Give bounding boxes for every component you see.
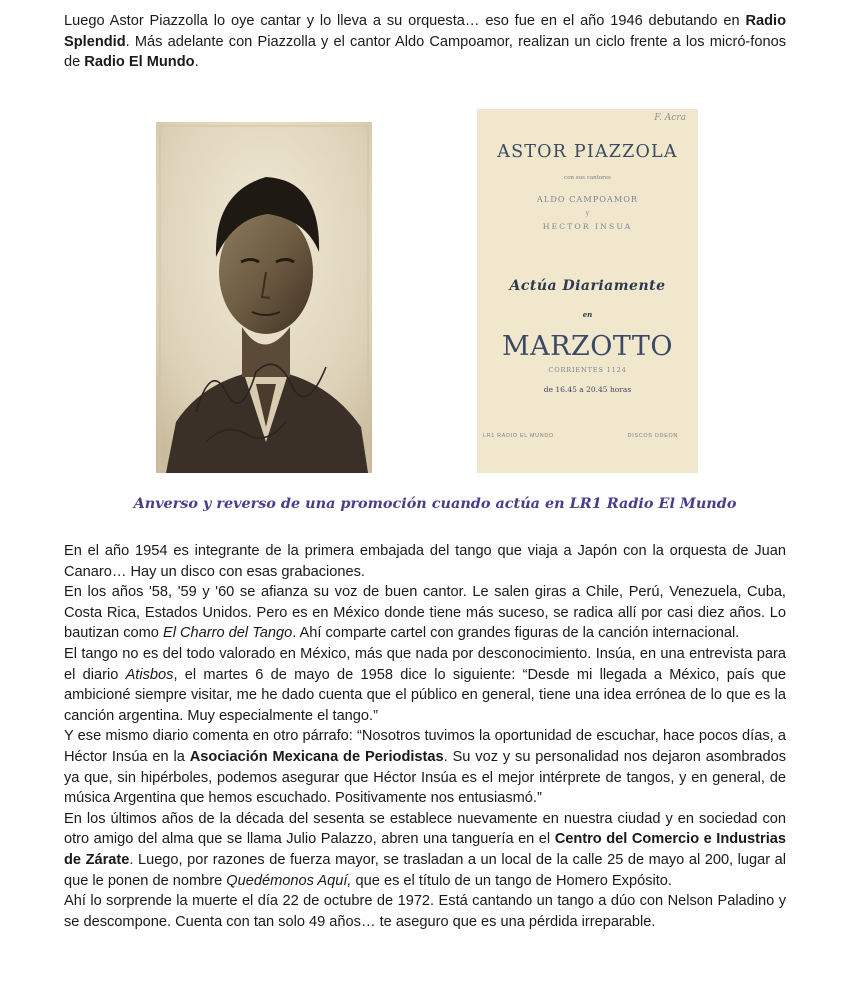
card-singer-1: ALDO CAMPOAMOR bbox=[536, 194, 639, 204]
card-conjunction: y bbox=[585, 210, 590, 217]
text-run: Luego Astor Piazzolla lo oye cantar y lo lleva a su orquesta… eso fue en el año 1946 debutando en bbox=[64, 13, 746, 29]
image-caption: Anverso y reverso de una promoción cuando actúa en LR1 Radio El Mundo bbox=[133, 495, 737, 512]
promo-card bbox=[477, 109, 698, 473]
bold-text: Asociación Mexicana de Periodistas bbox=[189, 748, 444, 765]
card-singer-2: HECTOR INSUA bbox=[542, 222, 633, 231]
bold-text: Radio Splendid bbox=[64, 13, 786, 50]
card-acts-daily: Actúa Diariamente bbox=[509, 278, 666, 294]
italic-text: Quedémonos Aquí, bbox=[226, 872, 352, 889]
body-text bbox=[64, 541, 786, 932]
body-paragraph bbox=[64, 541, 786, 582]
portrait-image bbox=[156, 122, 372, 473]
text-run: . Más adelante con Piazzolla y el cantor Aldo Campoamor, realizan un ciclo frente a los micró-fonos de bbox=[64, 33, 786, 71]
bold-text: Radio El Mundo bbox=[84, 54, 195, 71]
text-run: En los últimos años de la década del sesenta se establece nuevamente en nuestra ciudad y en sociedad con otro amigo del alma que se llama Julio Palazzo, abren una tanguería en el bbox=[64, 810, 786, 848]
body-paragraph bbox=[64, 891, 786, 932]
text-run: que es el título de un tango de Homero Expósito. bbox=[351, 872, 672, 889]
portrait-photo bbox=[156, 122, 372, 473]
text-run: . Ahí comparte cartel con grandes figuras de la canción internacional. bbox=[292, 625, 740, 642]
text-run: , el martes 6 de mayo de 1958 dice lo siguiente: “Desde mi llegada a México, país que ambicioné siempre visitar, me he dado cuenta que el público en general, tiene una idea errónea de lo que es la canción argentina. Muy especialmente el tango.” bbox=[64, 666, 786, 724]
text-run: Ahí lo sorprende la muerte el día 22 de octubre de 1972. Está cantando un tango a dúo con Nelson Paladino y se descompone. Cuenta con tan solo 49 años… te aseguro que es una pérdida irreparable. bbox=[64, 893, 786, 930]
intro-paragraph bbox=[64, 11, 786, 73]
text-run: Y ese mismo diario comenta en otro párrafo: “Nosotros tuvimos la oportunidad de escuchar, hace pocos días, a Héctor Insúa en la bbox=[64, 728, 786, 765]
card-orchestra-name: ASTOR PIAZZOLA bbox=[497, 142, 678, 162]
italic-text: El Charro del Tango bbox=[162, 625, 293, 642]
text-run: . bbox=[194, 54, 199, 71]
card-footer-radio: LR1 RADIO EL MUNDO bbox=[483, 433, 554, 439]
text-run: . Luego, por razones de fuerza mayor, se trasladan a un local de la calle 25 de mayo al 200, lugar al que le ponen de nombre bbox=[64, 851, 786, 889]
card-times: de 16.45 a 20.45 horas bbox=[543, 385, 632, 394]
body-paragraph bbox=[64, 726, 786, 808]
card-venue: MARZOTTO bbox=[501, 331, 674, 362]
card-subtitle: con sus cantores bbox=[564, 175, 611, 181]
card-address: CORRIENTES 1124 bbox=[548, 366, 627, 374]
text-run: En el año 1954 es integrante de la primera embajada del tango que viaja a Japón con la orquesta de Juan Canaro… Hay un disco con esas grabaciones. bbox=[64, 543, 786, 580]
text-run: El tango no es del todo valorado en México, más que nada por desconocimiento. Insúa, en una entrevista para el diario bbox=[64, 645, 786, 683]
body-paragraph bbox=[64, 644, 786, 726]
card-corner-note: F. Acra bbox=[654, 113, 686, 123]
text-run: En los años '58, '59 y '60 se afianza su voz de buen cantor. Le salen giras a Chile, Perú, Venezuela, Cuba, Costa Rica, Estados Unidos. Pero es en México donde tiene más suceso, se radica allí por casi diez años. Lo bautizan como bbox=[64, 584, 786, 642]
text-run: . Su voz y su personalidad nos dejaron asombrados ya que, sin hipérboles, podemos asegurar que Héctor Insúa es el mejor intérprete de tangos, y en general, de música Argentina que hemos escuchado. Positivamente nos entusiasmó.” bbox=[64, 748, 787, 807]
italic-text: Atisbos bbox=[125, 666, 174, 683]
card-footer-label: DISCOS ODEON bbox=[627, 433, 678, 439]
card-en: en bbox=[582, 310, 593, 319]
body-paragraph bbox=[64, 582, 786, 644]
body-paragraph bbox=[64, 809, 786, 891]
bold-text: Centro del Comercio e Industrias de Zárate bbox=[64, 831, 786, 868]
